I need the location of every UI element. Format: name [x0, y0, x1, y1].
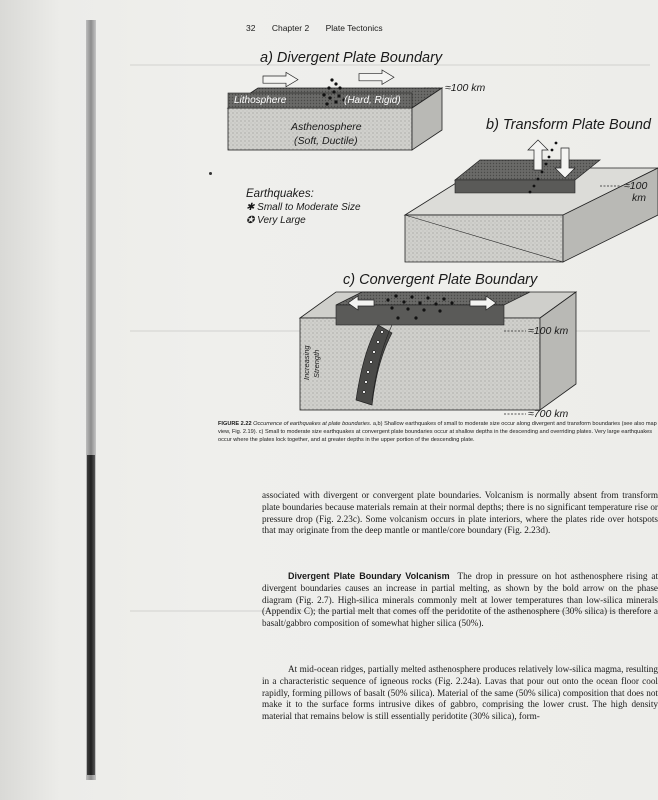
- convergent-title: c) Convergent Plate Boundary: [343, 272, 538, 288]
- increasing-label: Increasing: [302, 345, 311, 380]
- divergent-scale: ≈100 km: [445, 82, 486, 94]
- convergent-block: [300, 292, 576, 414]
- lithosphere-label: Lithosphere: [234, 95, 287, 106]
- legend-large-item: [246, 214, 361, 227]
- figure-caption: [218, 420, 658, 444]
- figure-number: FIGURE 2.22: [218, 421, 252, 427]
- transform-scale-top: ≈100: [624, 180, 648, 192]
- chapter-title: Plate Tectonics: [325, 23, 383, 33]
- paragraph-text: associated with divergent or convergent plate boundaries. Volcanism is normally absent from transform plate boundaries because materials remain at their normal depths; there is no significant temperature rise or pressure drop (Fig. 2.23c). Some volcanism occurs in plate interiors, where the plates ride over hotspots that may originate from the deep mantle or mantle/core boundary (Fig. 2.23d).: [262, 490, 658, 536]
- page-binding-shadow: [87, 455, 95, 775]
- legend-large-label: Very Large: [257, 215, 306, 226]
- page-number: 32: [246, 23, 256, 33]
- hard-rigid-label: (Hard, Rigid): [344, 95, 401, 106]
- body-paragraph-2: [262, 571, 658, 630]
- strength-label: Strength: [312, 349, 321, 378]
- body-paragraph-3: [262, 664, 658, 723]
- paragraph-text: The drop in pressure on hot asthenosphere rising at divergent boundaries causes an increase in partial melting, as shown by the bold arrow on the phase diagram (Fig. 2.7). High-silica minerals commonly melt at lower temperatures than low-silica minerals (Appendix C); the partial melt that comes off the peridotite of the asthenosphere (30% silica) is therefore a basalt/gabbro composition of somewhat higher silica (50%).: [262, 571, 658, 629]
- earthquake-legend: [246, 188, 361, 227]
- chapter-label: Chapter 2: [271, 23, 310, 33]
- asthenosphere-label: Asthenosphere: [291, 121, 362, 133]
- legend-heading: Earthquakes:: [246, 188, 314, 200]
- large-quake-icon: ✪: [246, 215, 255, 226]
- body-paragraph-1: [262, 490, 658, 537]
- small-quake-icon: ✱: [246, 202, 255, 213]
- convergent-scale-bottom: ≈700 km: [528, 408, 569, 420]
- legend-small-label: Small to Moderate Size: [257, 202, 361, 213]
- soft-ductile-label: (Soft, Ductile): [294, 135, 358, 147]
- transform-block: [405, 140, 658, 265]
- divergent-title: a) Divergent Plate Boundary: [260, 50, 443, 66]
- paragraph-text: At mid-ocean ridges, partially melted asthenosphere produces relatively low-silica magma, resulting in a characteristic sequence of igneous rocks (Fig. 2.24a). Lavas that pour out onto the ocean floor cool rapidly, forming pillows of basalt (50% silica). Material of the same (50% silica) composition that does not make it to the surface forms intrusive dikes of gabbro, comprising the lower crust. The high density material that remains below is still essentially peridotite (30% silica), form-: [262, 664, 658, 722]
- section-heading: Divergent Plate Boundary Volcanism: [288, 571, 450, 581]
- transform-title: b) Transform Plate Bound: [486, 117, 651, 133]
- convergent-scale-top: ≈100 km: [528, 325, 569, 337]
- transform-scale-bottom: km: [632, 192, 646, 204]
- legend-small-item: [246, 201, 361, 214]
- figure-caption-title: Occurrence of earthquakes at plate boundaries.: [253, 421, 372, 427]
- figure-caption-text: a,b) Shallow earthquakes of small to moderate size occur along divergent and transform boundaries (see also map view, Fig. 2.19). c) Small to moderate size earthquakes at convergent plate boundaries occur at shallow depths in the descending and overriding plates. Very large earthquakes occur where the plates lock together, and at greater depths in the upper portion of the descending plate.: [218, 421, 657, 443]
